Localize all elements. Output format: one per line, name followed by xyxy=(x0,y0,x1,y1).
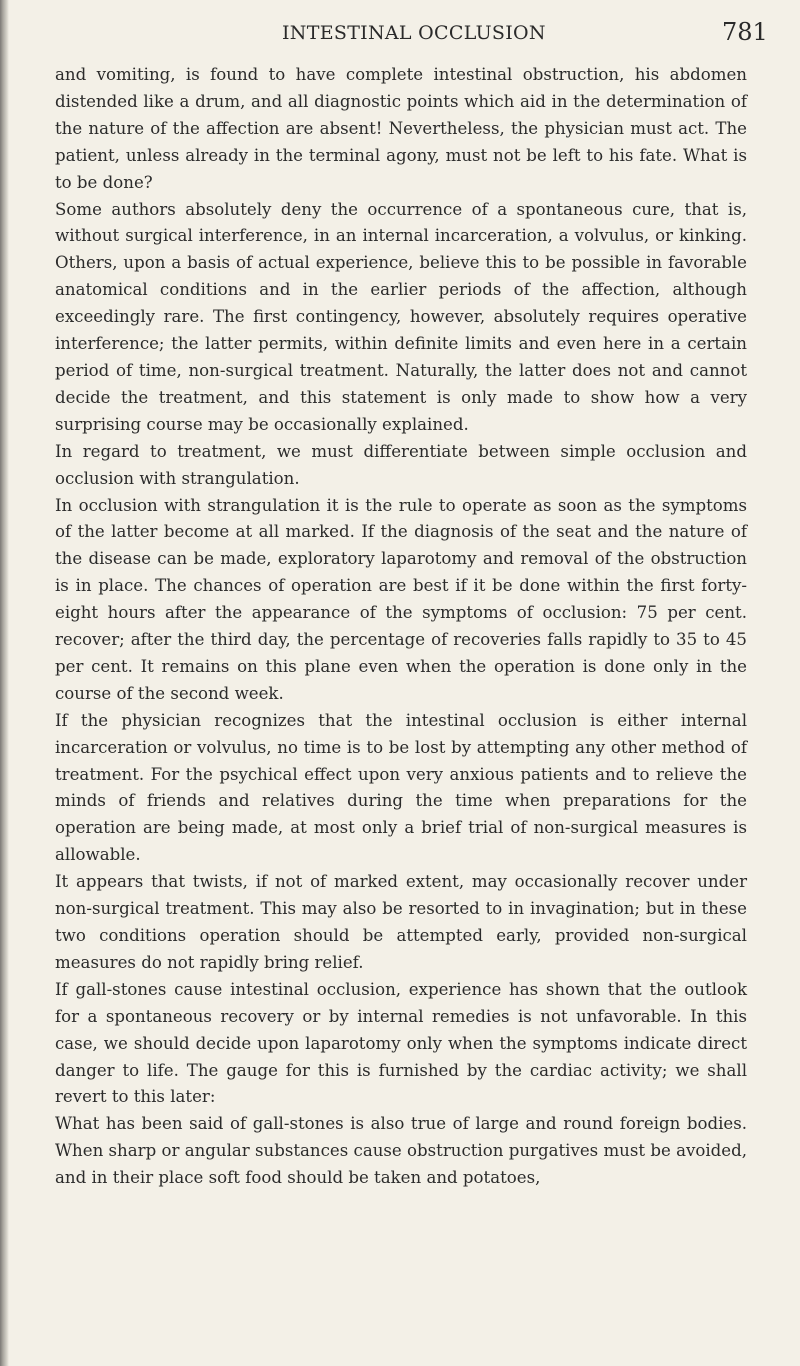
page-number: 781 xyxy=(722,18,768,46)
running-head: INTESTINAL OCCLUSION xyxy=(282,22,546,44)
paragraph-3: In regard to treatment, we must differentiate between simple occlusion and occlusion with strangulation. xyxy=(55,441,747,488)
paragraph-4: In occlusion with strangulation it is the rule to operate as soon as the symptoms of the latter become at all marked. If the diagnosis of the seat and the nature of the disease can be made, exploratory laparotomy and removal of the obstruction is in place. The chances of operation are best if it be done within the first forty-eight hours after the appearance of the symptoms of occlusion: 75 per cent. recover; after the third day, the percentage of recoveries falls rapidly to 35 to 45 per cent. It remains on this plane even when the operation is done only in the course of the second week. xyxy=(55,495,747,703)
paragraph-7: If gall-stones cause intestinal occlusion, experience has shown that the outlook for a spontaneous recovery or by internal remedies is not unfavorable. In this case, we should decide upon laparotomy only when the symptoms indicate direct danger to life. The gauge for this is furnished by the cardiac activity; we shall revert to this later: xyxy=(55,979,747,1107)
page-binding-edge xyxy=(0,0,9,1366)
page-header xyxy=(0,6,800,50)
paragraph-5: If the physician recognizes that the intestinal occlusion is either internal incarceration or volvulus, no time is to be lost by attempting any other method of treatment. For the psychical effect upon very anxious patients and to relieve the minds of friends and relatives during the time when preparations for the operation are being made, at most only a brief trial of non-surgical measures is allowable. xyxy=(55,710,747,865)
body-text xyxy=(55,62,747,1192)
paragraph-8: What has been said of gall-stones is also true of large and round foreign bodies. When sharp or angular substances cause obstruction purgatives must be avoided, and in their place soft food should be taken and potatoes, xyxy=(55,1114,747,1188)
paragraph-1: and vomiting, is found to have complete intestinal obstruction, his abdomen distended like a drum, and all diagnostic points which aid in the determination of the nature of the affection are absent! Nevertheless, the physician must act. The patient, unless already in the terminal agony, must not be left to his fate. What is to be done? xyxy=(55,65,747,192)
paragraph-6: It appears that twists, if not of marked extent, may occasionally recover under non-surgical treatment. This may also be resorted to in invagination; but in these two conditions operation should be attempted early, provided non-surgical measures do not rapidly bring relief. xyxy=(55,872,747,972)
paragraph-2: Some authors absolutely deny the occurrence of a spontaneous cure, that is, without surgical interference, in an internal incarceration, a volvulus, or kinking. Others, upon a basis of actual experience, believe this to be possible in favorable anatomical conditions and in the earlier periods of the affection, although exceedingly rare. The first contingency, however, absolutely requires operative interference; the latter permits, within definite limits and even here in a certain period of time, non-surgical treatment. Naturally, the latter does not and cannot decide the treatment, and this statement is only made to show how a very surprising course may be occasionally explained. xyxy=(55,199,747,434)
